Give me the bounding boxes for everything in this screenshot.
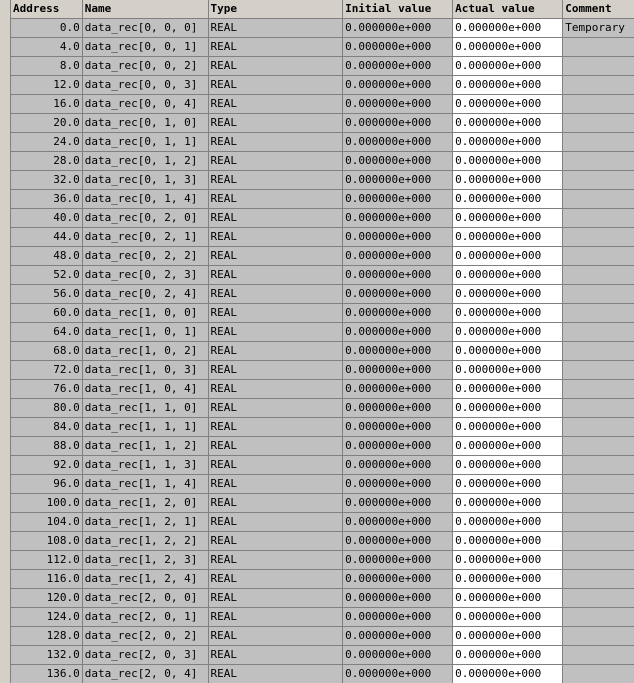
table-row[interactable] xyxy=(11,95,634,114)
comment-cell xyxy=(563,589,634,608)
initial-value-cell: 0.000000e+000 xyxy=(343,133,453,152)
table-row[interactable] xyxy=(11,380,634,399)
actual-value-field[interactable]: 0.000000e+000 xyxy=(453,551,563,570)
address-cell: 64.0 xyxy=(11,323,83,342)
address-cell: 60.0 xyxy=(11,304,83,323)
actual-value-field[interactable]: 0.000000e+000 xyxy=(453,665,563,683)
address-cell: 56.0 xyxy=(11,285,83,304)
initial-value-cell: 0.000000e+000 xyxy=(343,570,453,589)
type-cell: REAL xyxy=(209,418,344,437)
comment-cell xyxy=(563,266,634,285)
initial-value-cell: 0.000000e+000 xyxy=(343,456,453,475)
table-row[interactable] xyxy=(11,646,634,665)
table-header xyxy=(11,0,634,19)
type-cell: REAL xyxy=(209,323,344,342)
comment-cell xyxy=(563,209,634,228)
actual-value-field[interactable]: 0.000000e+000 xyxy=(453,152,563,171)
type-cell: REAL xyxy=(209,171,344,190)
actual-value-field[interactable]: 0.000000e+000 xyxy=(453,589,563,608)
address-cell: 96.0 xyxy=(11,475,83,494)
address-cell: 44.0 xyxy=(11,228,83,247)
address-cell: 12.0 xyxy=(11,76,83,95)
address-cell: 76.0 xyxy=(11,380,83,399)
table-row[interactable] xyxy=(11,570,634,589)
initial-value-cell: 0.000000e+000 xyxy=(343,532,453,551)
name-cell: data_rec[0, 1, 1] xyxy=(83,133,209,152)
comment-cell xyxy=(563,95,634,114)
name-cell: data_rec[1, 0, 4] xyxy=(83,380,209,399)
initial-value-cell: 0.000000e+000 xyxy=(343,285,453,304)
address-cell: 92.0 xyxy=(11,456,83,475)
type-cell: REAL xyxy=(209,228,344,247)
type-cell: REAL xyxy=(209,532,344,551)
table-row[interactable] xyxy=(11,76,634,95)
initial-value-cell: 0.000000e+000 xyxy=(343,266,453,285)
comment-cell xyxy=(563,380,634,399)
table-row[interactable] xyxy=(11,171,634,190)
table-row[interactable] xyxy=(11,551,634,570)
name-cell: data_rec[1, 1, 2] xyxy=(83,437,209,456)
comment-cell: Temporary xyxy=(563,19,634,38)
address-cell: 68.0 xyxy=(11,342,83,361)
initial-value-cell: 0.000000e+000 xyxy=(343,494,453,513)
name-cell: data_rec[0, 1, 4] xyxy=(83,190,209,209)
column-header-initial-value[interactable]: Initial value xyxy=(343,0,453,19)
table-row[interactable] xyxy=(11,475,634,494)
address-cell: 120.0 xyxy=(11,589,83,608)
type-cell: REAL xyxy=(209,133,344,152)
comment-cell xyxy=(563,513,634,532)
actual-value-field[interactable]: 0.000000e+000 xyxy=(453,380,563,399)
actual-value-field[interactable]: 0.000000e+000 xyxy=(453,304,563,323)
comment-cell xyxy=(563,570,634,589)
name-cell: data_rec[0, 2, 1] xyxy=(83,228,209,247)
table-row[interactable] xyxy=(11,57,634,76)
actual-value-field[interactable]: 0.000000e+000 xyxy=(453,19,563,38)
initial-value-cell: 0.000000e+000 xyxy=(343,475,453,494)
table-row[interactable] xyxy=(11,19,634,38)
type-cell: REAL xyxy=(209,304,344,323)
table-row[interactable] xyxy=(11,627,634,646)
table-row[interactable] xyxy=(11,266,634,285)
initial-value-cell: 0.000000e+000 xyxy=(343,361,453,380)
comment-cell xyxy=(563,342,634,361)
address-cell: 88.0 xyxy=(11,437,83,456)
actual-value-field[interactable]: 0.000000e+000 xyxy=(453,627,563,646)
initial-value-cell: 0.000000e+000 xyxy=(343,95,453,114)
actual-value-field[interactable]: 0.000000e+000 xyxy=(453,437,563,456)
initial-value-cell: 0.000000e+000 xyxy=(343,228,453,247)
name-cell: data_rec[2, 0, 3] xyxy=(83,646,209,665)
comment-cell xyxy=(563,114,634,133)
type-cell: REAL xyxy=(209,399,344,418)
type-cell: REAL xyxy=(209,570,344,589)
comment-cell xyxy=(563,418,634,437)
name-cell: data_rec[1, 2, 3] xyxy=(83,551,209,570)
comment-cell xyxy=(563,76,634,95)
address-cell: 116.0 xyxy=(11,570,83,589)
name-cell: data_rec[0, 2, 3] xyxy=(83,266,209,285)
column-header-type[interactable]: Type xyxy=(209,0,344,19)
type-cell: REAL xyxy=(209,285,344,304)
name-cell: data_rec[0, 1, 0] xyxy=(83,114,209,133)
address-cell: 8.0 xyxy=(11,57,83,76)
comment-cell xyxy=(563,456,634,475)
initial-value-cell: 0.000000e+000 xyxy=(343,209,453,228)
table-row[interactable] xyxy=(11,342,634,361)
type-cell: REAL xyxy=(209,57,344,76)
type-cell: REAL xyxy=(209,114,344,133)
initial-value-cell: 0.000000e+000 xyxy=(343,323,453,342)
address-cell: 52.0 xyxy=(11,266,83,285)
actual-value-field[interactable]: 0.000000e+000 xyxy=(453,76,563,95)
comment-cell xyxy=(563,247,634,266)
name-cell: data_rec[0, 0, 0] xyxy=(83,19,209,38)
table-row[interactable] xyxy=(11,38,634,57)
address-cell: 36.0 xyxy=(11,190,83,209)
initial-value-cell: 0.000000e+000 xyxy=(343,437,453,456)
address-cell: 100.0 xyxy=(11,494,83,513)
name-cell: data_rec[0, 0, 3] xyxy=(83,76,209,95)
address-cell: 4.0 xyxy=(11,38,83,57)
actual-value-field[interactable]: 0.000000e+000 xyxy=(453,190,563,209)
initial-value-cell: 0.000000e+000 xyxy=(343,665,453,683)
name-cell: data_rec[0, 2, 4] xyxy=(83,285,209,304)
name-cell: data_rec[1, 1, 3] xyxy=(83,456,209,475)
initial-value-cell: 0.000000e+000 xyxy=(343,380,453,399)
name-cell: data_rec[0, 2, 0] xyxy=(83,209,209,228)
address-cell: 128.0 xyxy=(11,627,83,646)
actual-value-field[interactable]: 0.000000e+000 xyxy=(453,399,563,418)
initial-value-cell: 0.000000e+000 xyxy=(343,551,453,570)
name-cell: data_rec[0, 1, 3] xyxy=(83,171,209,190)
actual-value-field[interactable]: 0.000000e+000 xyxy=(453,57,563,76)
actual-value-field[interactable]: 0.000000e+000 xyxy=(453,266,563,285)
type-cell: REAL xyxy=(209,665,344,683)
table-row[interactable] xyxy=(11,437,634,456)
comment-cell xyxy=(563,437,634,456)
actual-value-field[interactable]: 0.000000e+000 xyxy=(453,247,563,266)
table-row[interactable] xyxy=(11,608,634,627)
address-cell: 32.0 xyxy=(11,171,83,190)
table-row[interactable] xyxy=(11,190,634,209)
initial-value-cell: 0.000000e+000 xyxy=(343,190,453,209)
address-cell: 28.0 xyxy=(11,152,83,171)
address-cell: 112.0 xyxy=(11,551,83,570)
name-cell: data_rec[1, 2, 2] xyxy=(83,532,209,551)
address-cell: 108.0 xyxy=(11,532,83,551)
type-cell: REAL xyxy=(209,19,344,38)
type-cell: REAL xyxy=(209,38,344,57)
type-cell: REAL xyxy=(209,437,344,456)
column-header-address[interactable]: Address xyxy=(11,0,83,19)
name-cell: data_rec[1, 0, 0] xyxy=(83,304,209,323)
actual-value-field[interactable]: 0.000000e+000 xyxy=(453,323,563,342)
name-cell: data_rec[1, 0, 1] xyxy=(83,323,209,342)
actual-value-field[interactable]: 0.000000e+000 xyxy=(453,418,563,437)
actual-value-field[interactable]: 0.000000e+000 xyxy=(453,209,563,228)
table-row[interactable] xyxy=(11,285,634,304)
actual-value-field[interactable]: 0.000000e+000 xyxy=(453,171,563,190)
name-cell: data_rec[0, 0, 4] xyxy=(83,95,209,114)
address-cell: 72.0 xyxy=(11,361,83,380)
comment-cell xyxy=(563,532,634,551)
table-row[interactable] xyxy=(11,456,634,475)
name-cell: data_rec[1, 1, 1] xyxy=(83,418,209,437)
type-cell: REAL xyxy=(209,361,344,380)
actual-value-field[interactable]: 0.000000e+000 xyxy=(453,228,563,247)
table-row[interactable] xyxy=(11,228,634,247)
address-cell: 80.0 xyxy=(11,399,83,418)
type-cell: REAL xyxy=(209,152,344,171)
initial-value-cell: 0.000000e+000 xyxy=(343,114,453,133)
type-cell: REAL xyxy=(209,589,344,608)
name-cell: data_rec[1, 0, 3] xyxy=(83,361,209,380)
type-cell: REAL xyxy=(209,247,344,266)
comment-cell xyxy=(563,152,634,171)
address-cell: 20.0 xyxy=(11,114,83,133)
comment-cell xyxy=(563,494,634,513)
address-cell: 40.0 xyxy=(11,209,83,228)
type-cell: REAL xyxy=(209,475,344,494)
initial-value-cell: 0.000000e+000 xyxy=(343,513,453,532)
initial-value-cell: 0.000000e+000 xyxy=(343,171,453,190)
comment-cell xyxy=(563,57,634,76)
actual-value-field[interactable]: 0.000000e+000 xyxy=(453,285,563,304)
initial-value-cell: 0.000000e+000 xyxy=(343,589,453,608)
name-cell: data_rec[2, 0, 4] xyxy=(83,665,209,683)
name-cell: data_rec[0, 0, 2] xyxy=(83,57,209,76)
type-cell: REAL xyxy=(209,76,344,95)
name-cell: data_rec[0, 2, 2] xyxy=(83,247,209,266)
table-row[interactable] xyxy=(11,114,634,133)
table-row[interactable] xyxy=(11,532,634,551)
initial-value-cell: 0.000000e+000 xyxy=(343,152,453,171)
table-row[interactable] xyxy=(11,304,634,323)
actual-value-field[interactable]: 0.000000e+000 xyxy=(453,361,563,380)
type-cell: REAL xyxy=(209,380,344,399)
name-cell: data_rec[1, 1, 0] xyxy=(83,399,209,418)
column-header-name[interactable]: Name xyxy=(83,0,209,19)
address-cell: 0.0 xyxy=(11,19,83,38)
initial-value-cell: 0.000000e+000 xyxy=(343,342,453,361)
actual-value-field[interactable]: 0.000000e+000 xyxy=(453,646,563,665)
actual-value-field[interactable]: 0.000000e+000 xyxy=(453,95,563,114)
comment-cell xyxy=(563,646,634,665)
row-selector-strip[interactable] xyxy=(0,0,11,683)
table-row[interactable] xyxy=(11,247,634,266)
address-cell: 124.0 xyxy=(11,608,83,627)
initial-value-cell: 0.000000e+000 xyxy=(343,304,453,323)
initial-value-cell: 0.000000e+000 xyxy=(343,76,453,95)
table-row[interactable] xyxy=(11,513,634,532)
name-cell: data_rec[2, 0, 2] xyxy=(83,627,209,646)
type-cell: REAL xyxy=(209,646,344,665)
comment-cell xyxy=(563,190,634,209)
name-cell: data_rec[2, 0, 1] xyxy=(83,608,209,627)
type-cell: REAL xyxy=(209,551,344,570)
comment-cell xyxy=(563,608,634,627)
initial-value-cell: 0.000000e+000 xyxy=(343,646,453,665)
table-row[interactable] xyxy=(11,133,634,152)
type-cell: REAL xyxy=(209,95,344,114)
table-row[interactable] xyxy=(11,209,634,228)
name-cell: data_rec[1, 0, 2] xyxy=(83,342,209,361)
actual-value-field[interactable]: 0.000000e+000 xyxy=(453,114,563,133)
initial-value-cell: 0.000000e+000 xyxy=(343,399,453,418)
comment-cell xyxy=(563,361,634,380)
table-row[interactable] xyxy=(11,665,634,683)
type-cell: REAL xyxy=(209,494,344,513)
type-cell: REAL xyxy=(209,456,344,475)
name-cell: data_rec[0, 1, 2] xyxy=(83,152,209,171)
address-cell: 132.0 xyxy=(11,646,83,665)
type-cell: REAL xyxy=(209,342,344,361)
type-cell: REAL xyxy=(209,513,344,532)
comment-cell xyxy=(563,171,634,190)
comment-cell xyxy=(563,475,634,494)
actual-value-field[interactable]: 0.000000e+000 xyxy=(453,532,563,551)
column-header-actual-value[interactable]: Actual value xyxy=(453,0,563,19)
actual-value-field[interactable]: 0.000000e+000 xyxy=(453,475,563,494)
name-cell: data_rec[0, 0, 1] xyxy=(83,38,209,57)
name-cell: data_rec[1, 2, 0] xyxy=(83,494,209,513)
actual-value-field[interactable]: 0.000000e+000 xyxy=(453,608,563,627)
address-cell: 104.0 xyxy=(11,513,83,532)
initial-value-cell: 0.000000e+000 xyxy=(343,38,453,57)
table-row[interactable] xyxy=(11,152,634,171)
address-cell: 48.0 xyxy=(11,247,83,266)
address-cell: 136.0 xyxy=(11,665,83,683)
name-cell: data_rec[2, 0, 0] xyxy=(83,589,209,608)
comment-cell xyxy=(563,228,634,247)
actual-value-field[interactable]: 0.000000e+000 xyxy=(453,513,563,532)
table-row[interactable] xyxy=(11,399,634,418)
name-cell: data_rec[1, 2, 1] xyxy=(83,513,209,532)
name-cell: data_rec[1, 1, 4] xyxy=(83,475,209,494)
type-cell: REAL xyxy=(209,190,344,209)
data-block-table xyxy=(11,0,634,683)
initial-value-cell: 0.000000e+000 xyxy=(343,247,453,266)
table-row[interactable] xyxy=(11,494,634,513)
table-row[interactable] xyxy=(11,361,634,380)
initial-value-cell: 0.000000e+000 xyxy=(343,418,453,437)
initial-value-cell: 0.000000e+000 xyxy=(343,19,453,38)
comment-cell xyxy=(563,399,634,418)
type-cell: REAL xyxy=(209,209,344,228)
initial-value-cell: 0.000000e+000 xyxy=(343,608,453,627)
actual-value-field[interactable]: 0.000000e+000 xyxy=(453,342,563,361)
name-cell: data_rec[1, 2, 4] xyxy=(83,570,209,589)
comment-cell xyxy=(563,38,634,57)
table-row[interactable] xyxy=(11,323,634,342)
actual-value-field[interactable]: 0.000000e+000 xyxy=(453,456,563,475)
table-row[interactable] xyxy=(11,589,634,608)
comment-cell xyxy=(563,627,634,646)
type-cell: REAL xyxy=(209,608,344,627)
address-cell: 16.0 xyxy=(11,95,83,114)
actual-value-field[interactable]: 0.000000e+000 xyxy=(453,38,563,57)
address-cell: 84.0 xyxy=(11,418,83,437)
actual-value-field[interactable]: 0.000000e+000 xyxy=(453,133,563,152)
comment-cell xyxy=(563,665,634,683)
comment-cell xyxy=(563,551,634,570)
address-cell: 24.0 xyxy=(11,133,83,152)
comment-cell xyxy=(563,133,634,152)
comment-cell xyxy=(563,304,634,323)
table-body xyxy=(11,19,634,683)
actual-value-field[interactable]: 0.000000e+000 xyxy=(453,570,563,589)
initial-value-cell: 0.000000e+000 xyxy=(343,57,453,76)
type-cell: REAL xyxy=(209,627,344,646)
initial-value-cell: 0.000000e+000 xyxy=(343,627,453,646)
comment-cell xyxy=(563,323,634,342)
type-cell: REAL xyxy=(209,266,344,285)
actual-value-field[interactable]: 0.000000e+000 xyxy=(453,494,563,513)
table-row[interactable] xyxy=(11,418,634,437)
comment-cell xyxy=(563,285,634,304)
column-header-comment[interactable]: Comment xyxy=(563,0,634,19)
